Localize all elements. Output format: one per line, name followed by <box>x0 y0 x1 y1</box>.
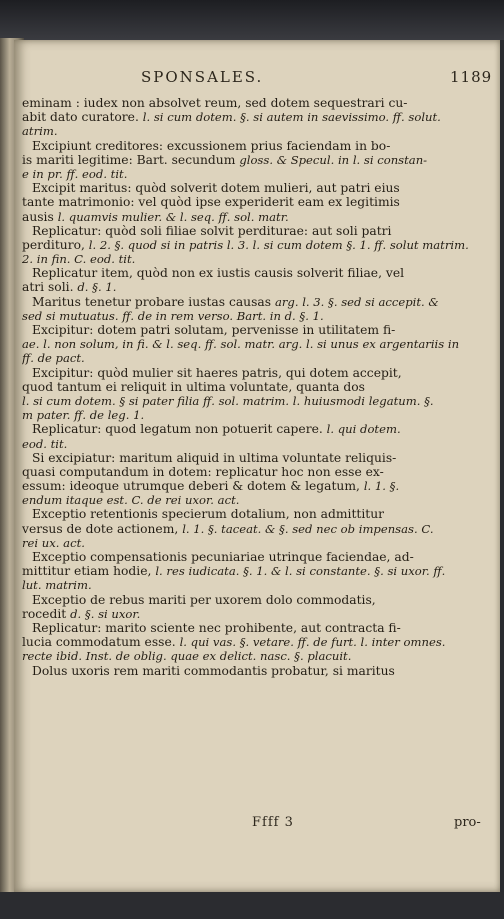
line-text: perdituro, <box>22 237 89 252</box>
citation: arg. l. 3. §. sed si accepit. & <box>274 294 439 309</box>
line-text: Excipitur: dotem patri solutam, pervenisse in utilitatem fi- <box>32 323 396 337</box>
citation: l. 1. §. taceat. & §. sed nec ob impensas. C. <box>182 521 434 536</box>
signature-mark: Ffff 3 <box>252 815 294 830</box>
text-line <box>22 550 496 564</box>
line-text: Maritus tenetur probare iustas causas <box>32 294 275 309</box>
citation: m pater. ff. de leg. 1. <box>22 408 145 423</box>
page-footer <box>14 815 500 833</box>
citation: d. §. 1. <box>77 280 117 295</box>
text-line <box>22 366 496 380</box>
text-line <box>22 408 496 422</box>
text-line <box>22 280 496 294</box>
citation: ff. de pact. <box>22 351 85 366</box>
running-title: SPONSALES. <box>141 68 264 86</box>
line-text: Si excipiatur: maritum aliquid in ultima voluntate reliquis- <box>32 450 397 465</box>
text-line <box>22 649 496 663</box>
line-text: quasi computandum in dotem: replicatur hoc non esse ex- <box>22 464 384 479</box>
text-line <box>22 479 496 493</box>
text-line <box>22 309 496 323</box>
line-text: Excipit maritus: quòd solverit dotem mulieri, aut patri eius <box>32 181 400 196</box>
text-line <box>22 437 496 451</box>
line-text: is mariti legitime: Bart. secundum <box>22 152 240 167</box>
line-text: versus de dote actionem, <box>22 521 183 536</box>
text-line <box>22 635 496 649</box>
line-text: abit dato curatore. <box>22 110 143 125</box>
citation: sed si mutuatus. ff. de in rem verso. Bart. in d. §. 1. <box>22 308 324 323</box>
text-line <box>22 181 496 195</box>
line-text: Excipitur: quòd mulier sit haeres patris, qui dotem accepit, <box>32 365 402 380</box>
line-text: ausis <box>22 209 58 224</box>
citation: l. si cum dotem. §. si autem in saevissimo. ff. solut. <box>142 110 441 125</box>
text-line <box>22 337 496 351</box>
line-text: Replicatur item, quòd non ex iustis causis solverit filiae, vel <box>32 266 405 281</box>
line-text: eminam : iudex non absolvet reum, sed dotem sequestrari cu- <box>22 96 408 110</box>
text-line <box>22 124 496 138</box>
text-line <box>22 394 496 408</box>
citation: l. si cum dotem. § si pater filia ff. sol. matrim. l. huiusmodi legatum. §. <box>22 393 434 408</box>
text-line <box>22 621 496 635</box>
text-line <box>22 295 496 309</box>
citation: lut. matrim. <box>22 578 92 593</box>
line-text: Exceptio retentionis specierum dotalium, non admittitur <box>32 507 385 522</box>
citation: l. qui vas. §. vetare. ff. de furt. l. inter omnes. <box>179 635 446 650</box>
bottom-background <box>0 892 504 919</box>
text-line <box>22 451 496 465</box>
text-line <box>22 578 496 592</box>
running-head <box>14 68 500 90</box>
line-text: Exceptio compensationis pecuniariae utrinque faciendae, ad- <box>32 550 414 564</box>
text-line <box>22 238 496 252</box>
line-text: Replicatur: marito sciente nec prohibente, aut contracta fi- <box>32 620 401 635</box>
text-line <box>22 195 496 209</box>
line-text: quod tantum ei reliquit in ultima voluntate, quanta dos <box>22 379 365 394</box>
line-text: atri soli. <box>22 280 78 295</box>
citation: endum itaque est. C. de rei uxor. act. <box>22 493 240 508</box>
citation: gloss. & Specul. in l. si constan- <box>239 152 428 167</box>
text-line <box>22 564 496 578</box>
text-line <box>22 380 496 394</box>
citation: l. 2. §. quod si in patris l. 3. l. si cum dotem §. 1. ff. solut matrim. <box>88 237 469 252</box>
text-line <box>22 323 496 337</box>
text-line <box>22 96 496 110</box>
line-text: Exceptio de rebus mariti per uxorem dolo commodatis, <box>32 592 376 607</box>
citation: recte ibid. Inst. de oblig. quae ex delict. nasc. §. placuit. <box>22 649 352 664</box>
text-line <box>22 493 496 507</box>
citation: ae. l. non solum, in fi. & l. seq. ff. sol. matr. arg. l. si unus ex argentariis in <box>22 337 460 352</box>
line-text: Replicatur: quòd soli filiae solvit perditurae: aut soli patri <box>32 223 392 238</box>
book-page <box>14 40 500 892</box>
text-line <box>22 507 496 521</box>
citation: rei ux. act. <box>22 535 85 550</box>
citation: 2. in fin. C. eod. tit. <box>22 252 136 267</box>
citation: l. qui dotem. <box>326 422 401 437</box>
text-line <box>22 110 496 124</box>
line-text: Excipiunt creditores: excussionem prius faciendam in bo- <box>32 138 391 153</box>
text-line <box>22 522 496 536</box>
text-line <box>22 664 496 678</box>
text-line <box>22 167 496 181</box>
catchword: pro- <box>454 815 481 830</box>
line-text: mittitur etiam hodie, <box>22 564 156 579</box>
text-line <box>22 252 496 266</box>
text-line <box>22 210 496 224</box>
citation: eod. tit. <box>22 436 68 451</box>
line-text: Replicatur: quod legatum non potuerit capere. <box>32 422 327 437</box>
text-line <box>22 153 496 167</box>
citation: l. res iudicata. §. 1. & l. si constante. §. si uxor. ff. <box>155 564 446 579</box>
page-number: 1189 <box>450 68 493 86</box>
text-line <box>22 465 496 479</box>
text-line <box>22 351 496 365</box>
text-line <box>22 266 496 280</box>
line-text: tante matrimonio: vel quòd ipse experiderit eam ex legitimis <box>22 195 400 210</box>
text-line <box>22 607 496 621</box>
citation: e in pr. ff. eod. tit. <box>22 166 128 181</box>
line-text: lucia commodatum esse. <box>22 635 180 650</box>
text-line <box>22 224 496 238</box>
citation: d. §. si uxor. <box>70 606 141 621</box>
citation: atrim. <box>22 124 58 139</box>
top-background <box>0 0 504 40</box>
text-block <box>22 96 496 678</box>
citation: l. 1. §. <box>363 479 400 494</box>
line-text: rocedit <box>22 606 71 621</box>
text-line <box>22 139 496 153</box>
line-text: essum: ideoque utrumque deberi & dotem & legatum, <box>22 479 364 494</box>
text-line <box>22 536 496 550</box>
citation: l. quamvis mulier. & l. seq. ff. sol. matr. <box>57 209 289 224</box>
text-line <box>22 593 496 607</box>
text-line <box>22 422 496 436</box>
line-text: Dolus uxoris rem mariti commodantis probatur, si maritus <box>32 663 395 678</box>
